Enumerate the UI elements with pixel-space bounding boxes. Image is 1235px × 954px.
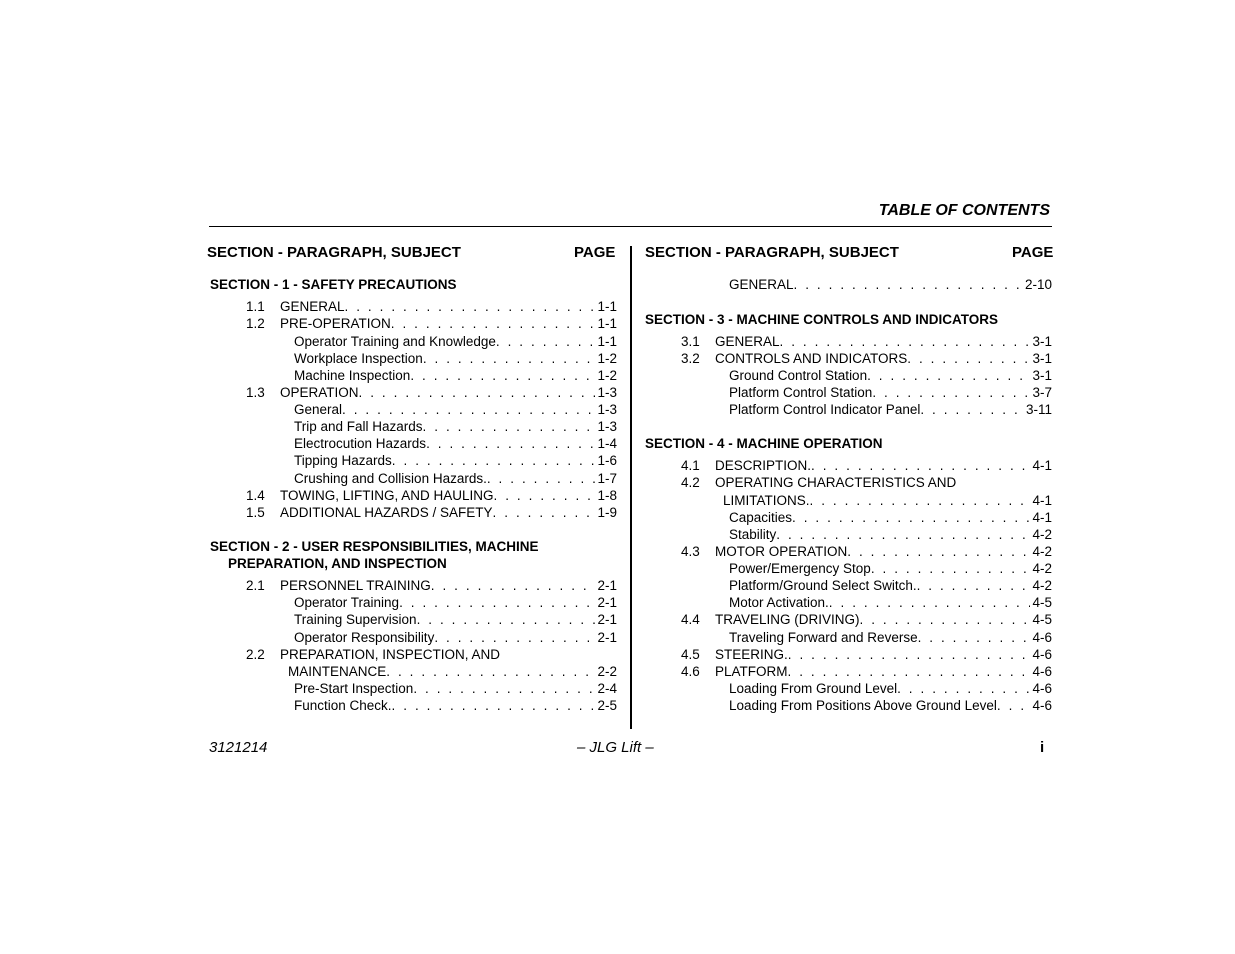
toc-entry-label: TRAVELING (DRIVING) bbox=[715, 612, 860, 627]
toc-entry-label: GENERAL bbox=[729, 277, 794, 292]
toc-entry-page: 1-2 bbox=[597, 351, 617, 366]
toc-entry-page: 1-1 bbox=[597, 334, 617, 349]
toc-leader-dots bbox=[487, 470, 596, 487]
footer-page-number: i bbox=[1040, 739, 1045, 756]
toc-entry-label: Electrocution Hazards bbox=[294, 436, 427, 451]
toc-entry-page: 2-1 bbox=[597, 578, 617, 593]
toc-entry-number: 4.6 bbox=[681, 664, 700, 679]
toc-entry-number: 4.3 bbox=[681, 544, 700, 559]
toc-entry-page: 1-4 bbox=[597, 436, 617, 451]
toc-leader-dots bbox=[871, 560, 1031, 577]
toc-leader-dots bbox=[423, 418, 596, 435]
toc-leader-dots bbox=[997, 697, 1031, 714]
toc-entry-page: 2-5 bbox=[597, 698, 617, 713]
toc-entry-page: 1-7 bbox=[597, 471, 617, 486]
toc-entry-label: Ground Control Station bbox=[729, 368, 868, 383]
toc-entry-label: DESCRIPTION. bbox=[715, 458, 812, 473]
toc-entry-number: 4.2 bbox=[681, 475, 700, 490]
toc-leader-dots bbox=[423, 350, 596, 367]
toc-entry-label: Capacities bbox=[729, 510, 793, 525]
toc-entry-page: 1-1 bbox=[597, 299, 617, 314]
toc-entry-page: 1-3 bbox=[597, 385, 617, 400]
toc-entry-page: 4-6 bbox=[1032, 681, 1052, 696]
toc-leader-dots bbox=[413, 680, 595, 697]
toc-entry-label: Crushing and Collision Hazards. bbox=[294, 471, 487, 486]
toc-entry-page: 4-2 bbox=[1032, 578, 1052, 593]
left-page-header: PAGE bbox=[574, 244, 616, 261]
toc-leader-dots bbox=[920, 401, 1024, 418]
toc-entry-page: 3-11 bbox=[1025, 402, 1052, 417]
toc-entry-label: GENERAL bbox=[715, 334, 780, 349]
toc-entry-number: 4.1 bbox=[681, 458, 700, 473]
toc-entry-page: 1-2 bbox=[597, 368, 617, 383]
toc-leader-dots bbox=[431, 577, 596, 594]
toc-entry-label: MOTOR OPERATION bbox=[715, 544, 848, 559]
toc-leader-dots bbox=[897, 680, 1030, 697]
toc-entry-label: Tipping Hazards bbox=[294, 453, 392, 468]
toc-entry-number: 4.5 bbox=[681, 647, 700, 662]
toc-leader-dots bbox=[788, 663, 1031, 680]
toc-entry-page: 2-1 bbox=[597, 595, 617, 610]
toc-entry-label: OPERATION bbox=[280, 385, 359, 400]
toc-leader-dots bbox=[392, 697, 596, 714]
right-page-header: PAGE bbox=[1012, 244, 1054, 261]
toc-entry-label: STEERING. bbox=[715, 647, 788, 662]
toc-entry-page: 2-1 bbox=[597, 612, 617, 627]
toc-entry-page: 3-1 bbox=[1032, 334, 1052, 349]
toc-leader-dots bbox=[794, 276, 1023, 293]
right-column-header: SECTION - PARAGRAPH, SUBJECT bbox=[645, 244, 899, 261]
toc-entry-label: Operator Training bbox=[294, 595, 400, 610]
toc-leader-dots bbox=[496, 333, 596, 350]
toc-leader-dots bbox=[872, 384, 1030, 401]
toc-leader-dots bbox=[493, 504, 596, 521]
toc-leader-dots bbox=[392, 452, 596, 469]
toc-entry-label: PRE-OPERATION bbox=[280, 316, 391, 331]
toc-entry-label: Machine Inspection bbox=[294, 368, 411, 383]
toc-entry-page: 4-2 bbox=[1032, 561, 1052, 576]
toc-entry-page: 2-10 bbox=[1024, 277, 1052, 292]
page-title: TABLE OF CONTENTS bbox=[878, 202, 1050, 219]
toc-leader-dots bbox=[391, 315, 596, 332]
toc-leader-dots bbox=[776, 526, 1030, 543]
toc-leader-dots bbox=[345, 298, 596, 315]
section-2-heading-line1: SECTION - 2 - USER RESPONSIBILITIES, MACHINE bbox=[210, 539, 539, 554]
section-4-heading: SECTION - 4 - MACHINE OPERATION bbox=[645, 436, 883, 451]
toc-entry-page: 4-1 bbox=[1032, 493, 1052, 508]
toc-entry-number: 2.2 bbox=[246, 647, 265, 662]
toc-leader-dots bbox=[788, 646, 1031, 663]
toc-entry-label: ADDITIONAL HAZARDS / SAFETY bbox=[280, 505, 493, 520]
toc-entry-label: Operator Training and Knowledge bbox=[294, 334, 496, 349]
left-column-header: SECTION - PARAGRAPH, SUBJECT bbox=[207, 244, 461, 261]
toc-entry-label: Platform Control Indicator Panel bbox=[729, 402, 921, 417]
footer-center-text: – JLG Lift – bbox=[577, 739, 654, 756]
toc-entry-page: 1-3 bbox=[597, 419, 617, 434]
toc-leader-dots bbox=[810, 492, 1031, 509]
toc-entry-page: 4-6 bbox=[1032, 698, 1052, 713]
toc-entry-label: Workplace Inspection bbox=[294, 351, 423, 366]
toc-entry-page: 1-3 bbox=[597, 402, 617, 417]
toc-entry-page: 2-4 bbox=[597, 681, 617, 696]
toc-leader-dots bbox=[792, 509, 1030, 526]
toc-entry-label: Stability bbox=[729, 527, 777, 542]
toc-entry-label: Traveling Forward and Reverse bbox=[729, 630, 918, 645]
toc-entry-label: PERSONNEL TRAINING bbox=[280, 578, 431, 593]
toc-entry-label: Motor Activation. bbox=[729, 595, 829, 610]
toc-leader-dots bbox=[918, 629, 1031, 646]
toc-entry-number: 3.2 bbox=[681, 351, 700, 366]
toc-leader-dots bbox=[860, 611, 1031, 628]
toc-entry-label: Power/Emergency Stop bbox=[729, 561, 871, 576]
toc-entry-page: 4-1 bbox=[1032, 458, 1052, 473]
toc-entry-label: TOWING, LIFTING, AND HAULING bbox=[280, 488, 494, 503]
toc-entry-page: 3-1 bbox=[1032, 368, 1052, 383]
toc-entry-label: Loading From Positions Above Ground Level bbox=[729, 698, 997, 713]
toc-leader-dots bbox=[386, 663, 595, 680]
toc-entry-label: PLATFORM bbox=[715, 664, 788, 679]
toc-leader-dots bbox=[780, 333, 1031, 350]
toc-entry-number: 1.4 bbox=[246, 488, 265, 503]
toc-leader-dots bbox=[434, 629, 595, 646]
toc-leader-dots bbox=[907, 350, 1030, 367]
toc-entry-label: Function Check. bbox=[294, 698, 392, 713]
column-divider bbox=[630, 246, 632, 729]
toc-entry-label: Loading From Ground Level bbox=[729, 681, 898, 696]
toc-entry-number: 3.1 bbox=[681, 334, 700, 349]
toc-entry-page: 1-6 bbox=[597, 453, 617, 468]
toc-leader-dots bbox=[417, 611, 596, 628]
header-rule bbox=[209, 226, 1052, 227]
toc-leader-dots bbox=[342, 401, 595, 418]
footer-doc-number: 3121214 bbox=[209, 739, 268, 756]
toc-entry-label: Pre-Start Inspection bbox=[294, 681, 414, 696]
toc-leader-dots bbox=[410, 367, 595, 384]
toc-leader-dots bbox=[399, 594, 595, 611]
toc-entry-number: 1.1 bbox=[246, 299, 265, 314]
section-3-heading: SECTION - 3 - MACHINE CONTROLS AND INDICATORS bbox=[645, 312, 999, 327]
toc-entry-page: 4-2 bbox=[1032, 527, 1052, 542]
toc-entry-number: 1.3 bbox=[246, 385, 265, 400]
toc-leader-dots bbox=[494, 487, 596, 504]
toc-entry-label: Operator Responsibility bbox=[294, 630, 435, 645]
toc-entry-number: 1.5 bbox=[246, 505, 265, 520]
toc-entry-label: Platform/Ground Select Switch. bbox=[729, 578, 917, 593]
toc-entry-page: 1-8 bbox=[597, 488, 617, 503]
toc-entry-page: 2-2 bbox=[597, 664, 617, 679]
toc-entry-page: 1-1 bbox=[597, 316, 617, 331]
toc-leader-dots bbox=[917, 577, 1031, 594]
toc-entry-label: GENERAL bbox=[280, 299, 345, 314]
toc-entry-page: 4-1 bbox=[1032, 510, 1052, 525]
toc-leader-dots bbox=[359, 384, 596, 401]
toc-entry-page: 4-6 bbox=[1032, 630, 1052, 645]
toc-entry-number: 4.4 bbox=[681, 612, 700, 627]
toc-entry-page: 3-1 bbox=[1032, 351, 1052, 366]
toc-entry-page: 4-6 bbox=[1032, 664, 1052, 679]
section-2-heading-line2: PREPARATION, AND INSPECTION bbox=[228, 556, 447, 571]
toc-entry-label: LIMITATIONS. bbox=[723, 493, 810, 508]
toc-entry-label: PREPARATION, INSPECTION, AND bbox=[280, 647, 501, 662]
toc-entry-page: 4-5 bbox=[1032, 612, 1052, 627]
toc-leader-dots bbox=[829, 594, 1031, 611]
toc-entry-label: CONTROLS AND INDICATORS bbox=[715, 351, 908, 366]
section-1-heading: SECTION - 1 - SAFETY PRECAUTIONS bbox=[210, 277, 457, 292]
toc-leader-dots bbox=[426, 435, 595, 452]
toc-entry-page: 1-9 bbox=[597, 505, 617, 520]
toc-entry-page: 4-6 bbox=[1032, 647, 1052, 662]
toc-entry-page: 2-1 bbox=[597, 630, 617, 645]
toc-leader-dots bbox=[847, 543, 1030, 560]
toc-entry-number: 1.2 bbox=[246, 316, 265, 331]
toc-entry-label: Platform Control Station bbox=[729, 385, 873, 400]
toc-entry-label: General bbox=[294, 402, 343, 417]
toc-entry-label: OPERATING CHARACTERISTICS AND bbox=[715, 475, 957, 490]
toc-entry-page: 4-2 bbox=[1032, 544, 1052, 559]
toc-entry-page: 3-7 bbox=[1032, 385, 1052, 400]
toc-entry-label: MAINTENANCE bbox=[288, 664, 387, 679]
toc-leader-dots bbox=[811, 457, 1030, 474]
toc-leader-dots bbox=[867, 367, 1030, 384]
toc-entry-number: 2.1 bbox=[246, 578, 265, 593]
toc-entry-label: Trip and Fall Hazards bbox=[294, 419, 423, 434]
toc-entry-page: 4-5 bbox=[1032, 595, 1052, 610]
toc-entry-label: Training Supervision bbox=[294, 612, 417, 627]
